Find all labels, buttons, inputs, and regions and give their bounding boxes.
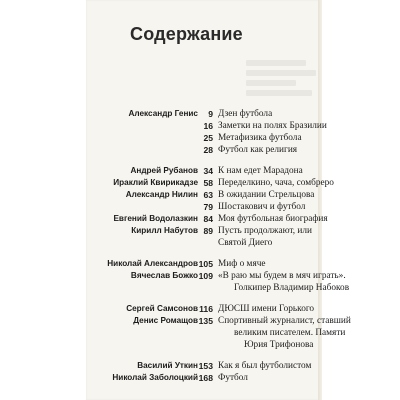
toc-title: «В раю мы будем в мяч играть». (218, 271, 346, 281)
toc-title-continued: Юрия Трифонова (244, 340, 314, 350)
toc-page-number: 109 (198, 271, 213, 281)
toc-page-number: 63 (203, 190, 213, 200)
toc-page-number: 135 (198, 316, 213, 326)
toc-author: Александр Нилин (125, 190, 198, 199)
toc-page-number: 116 (199, 304, 213, 314)
toc-author: Евгений Водолазкин (113, 214, 198, 223)
toc-title: Дзен футбола (218, 109, 273, 119)
toc-title: Как я был футболистом (218, 361, 312, 371)
toc-title: Пусть продолжают, или (218, 226, 312, 236)
toc-title: К нам едет Марадона (218, 166, 303, 176)
toc-title: В ожидании Стрельцова (218, 190, 315, 200)
table-of-contents (86, 108, 351, 384)
toc-title: ДЮСШ имени Горького (218, 304, 315, 314)
toc-title: Миф о мяче (218, 259, 266, 269)
toc-page-number: 9 (208, 109, 213, 119)
toc-row (86, 339, 320, 351)
toc-row (86, 225, 320, 237)
toc-row (86, 177, 334, 189)
toc-title: Спортивный журналист, ставший (218, 316, 351, 326)
toc-row (86, 258, 320, 270)
toc-page-number: 168 (198, 373, 213, 383)
toc-title: Футбол как религия (218, 145, 298, 155)
toc-author: Андрей Рубанов (130, 166, 198, 175)
toc-title: Заметки на полях Бразилии (218, 121, 327, 131)
toc-row (86, 108, 320, 120)
toc-page-number: 16 (203, 121, 213, 131)
toc-author: Ираклий Квирикадзе (113, 178, 198, 187)
toc-row (86, 132, 320, 144)
toc-page-number: 25 (203, 133, 213, 143)
toc-title-continued: Святой Диего (218, 238, 273, 248)
toc-row (86, 144, 320, 156)
toc-title: Метафизика футбола (218, 133, 302, 143)
toc-page-number: 58 (203, 178, 213, 188)
toc-title: Переделкино, чача, сомбреро (218, 178, 334, 188)
toc-author: Сергей Самсонов (126, 304, 198, 313)
toc-title: Шостакович и футбол (218, 202, 306, 212)
toc-title: Моя футбольная биография (218, 214, 328, 224)
toc-row (86, 282, 350, 294)
toc-author: Вячеслав Божко (130, 271, 198, 280)
toc-author: Денис Ромащов (133, 316, 198, 325)
toc-row (86, 237, 320, 249)
toc-page-number: 84 (203, 214, 213, 224)
toc-page-number: 79 (203, 202, 213, 212)
toc-row (86, 372, 320, 384)
toc-row (86, 201, 320, 213)
show-through-text (246, 56, 320, 108)
toc-row (86, 120, 327, 132)
toc-page-number: 28 (203, 145, 213, 155)
toc-page-number: 153 (198, 361, 213, 371)
toc-title-continued: великим писателем. Памяти (234, 328, 346, 338)
toc-page-number: 89 (203, 226, 213, 236)
toc-author: Николай Заболоцкий (112, 373, 198, 382)
toc-title-continued: Голкипер Владимир Набоков (234, 283, 350, 293)
toc-row (86, 270, 346, 282)
toc-row (86, 315, 351, 327)
toc-row (86, 327, 346, 339)
toc-page-number: 34 (203, 166, 213, 176)
toc-row (86, 213, 328, 225)
toc-page-number: 105 (198, 259, 213, 269)
toc-author: Василий Уткин (137, 361, 198, 370)
toc-row (86, 189, 320, 201)
toc-title: Футбол (218, 373, 248, 383)
page-title: Содержание (130, 24, 243, 44)
toc-row (86, 303, 320, 315)
toc-author: Кирилл Набутов (131, 226, 198, 235)
toc-row (86, 165, 320, 177)
toc-row (86, 360, 320, 372)
toc-author: Николай Александров (107, 259, 198, 268)
toc-author: Александр Генис (128, 109, 198, 118)
